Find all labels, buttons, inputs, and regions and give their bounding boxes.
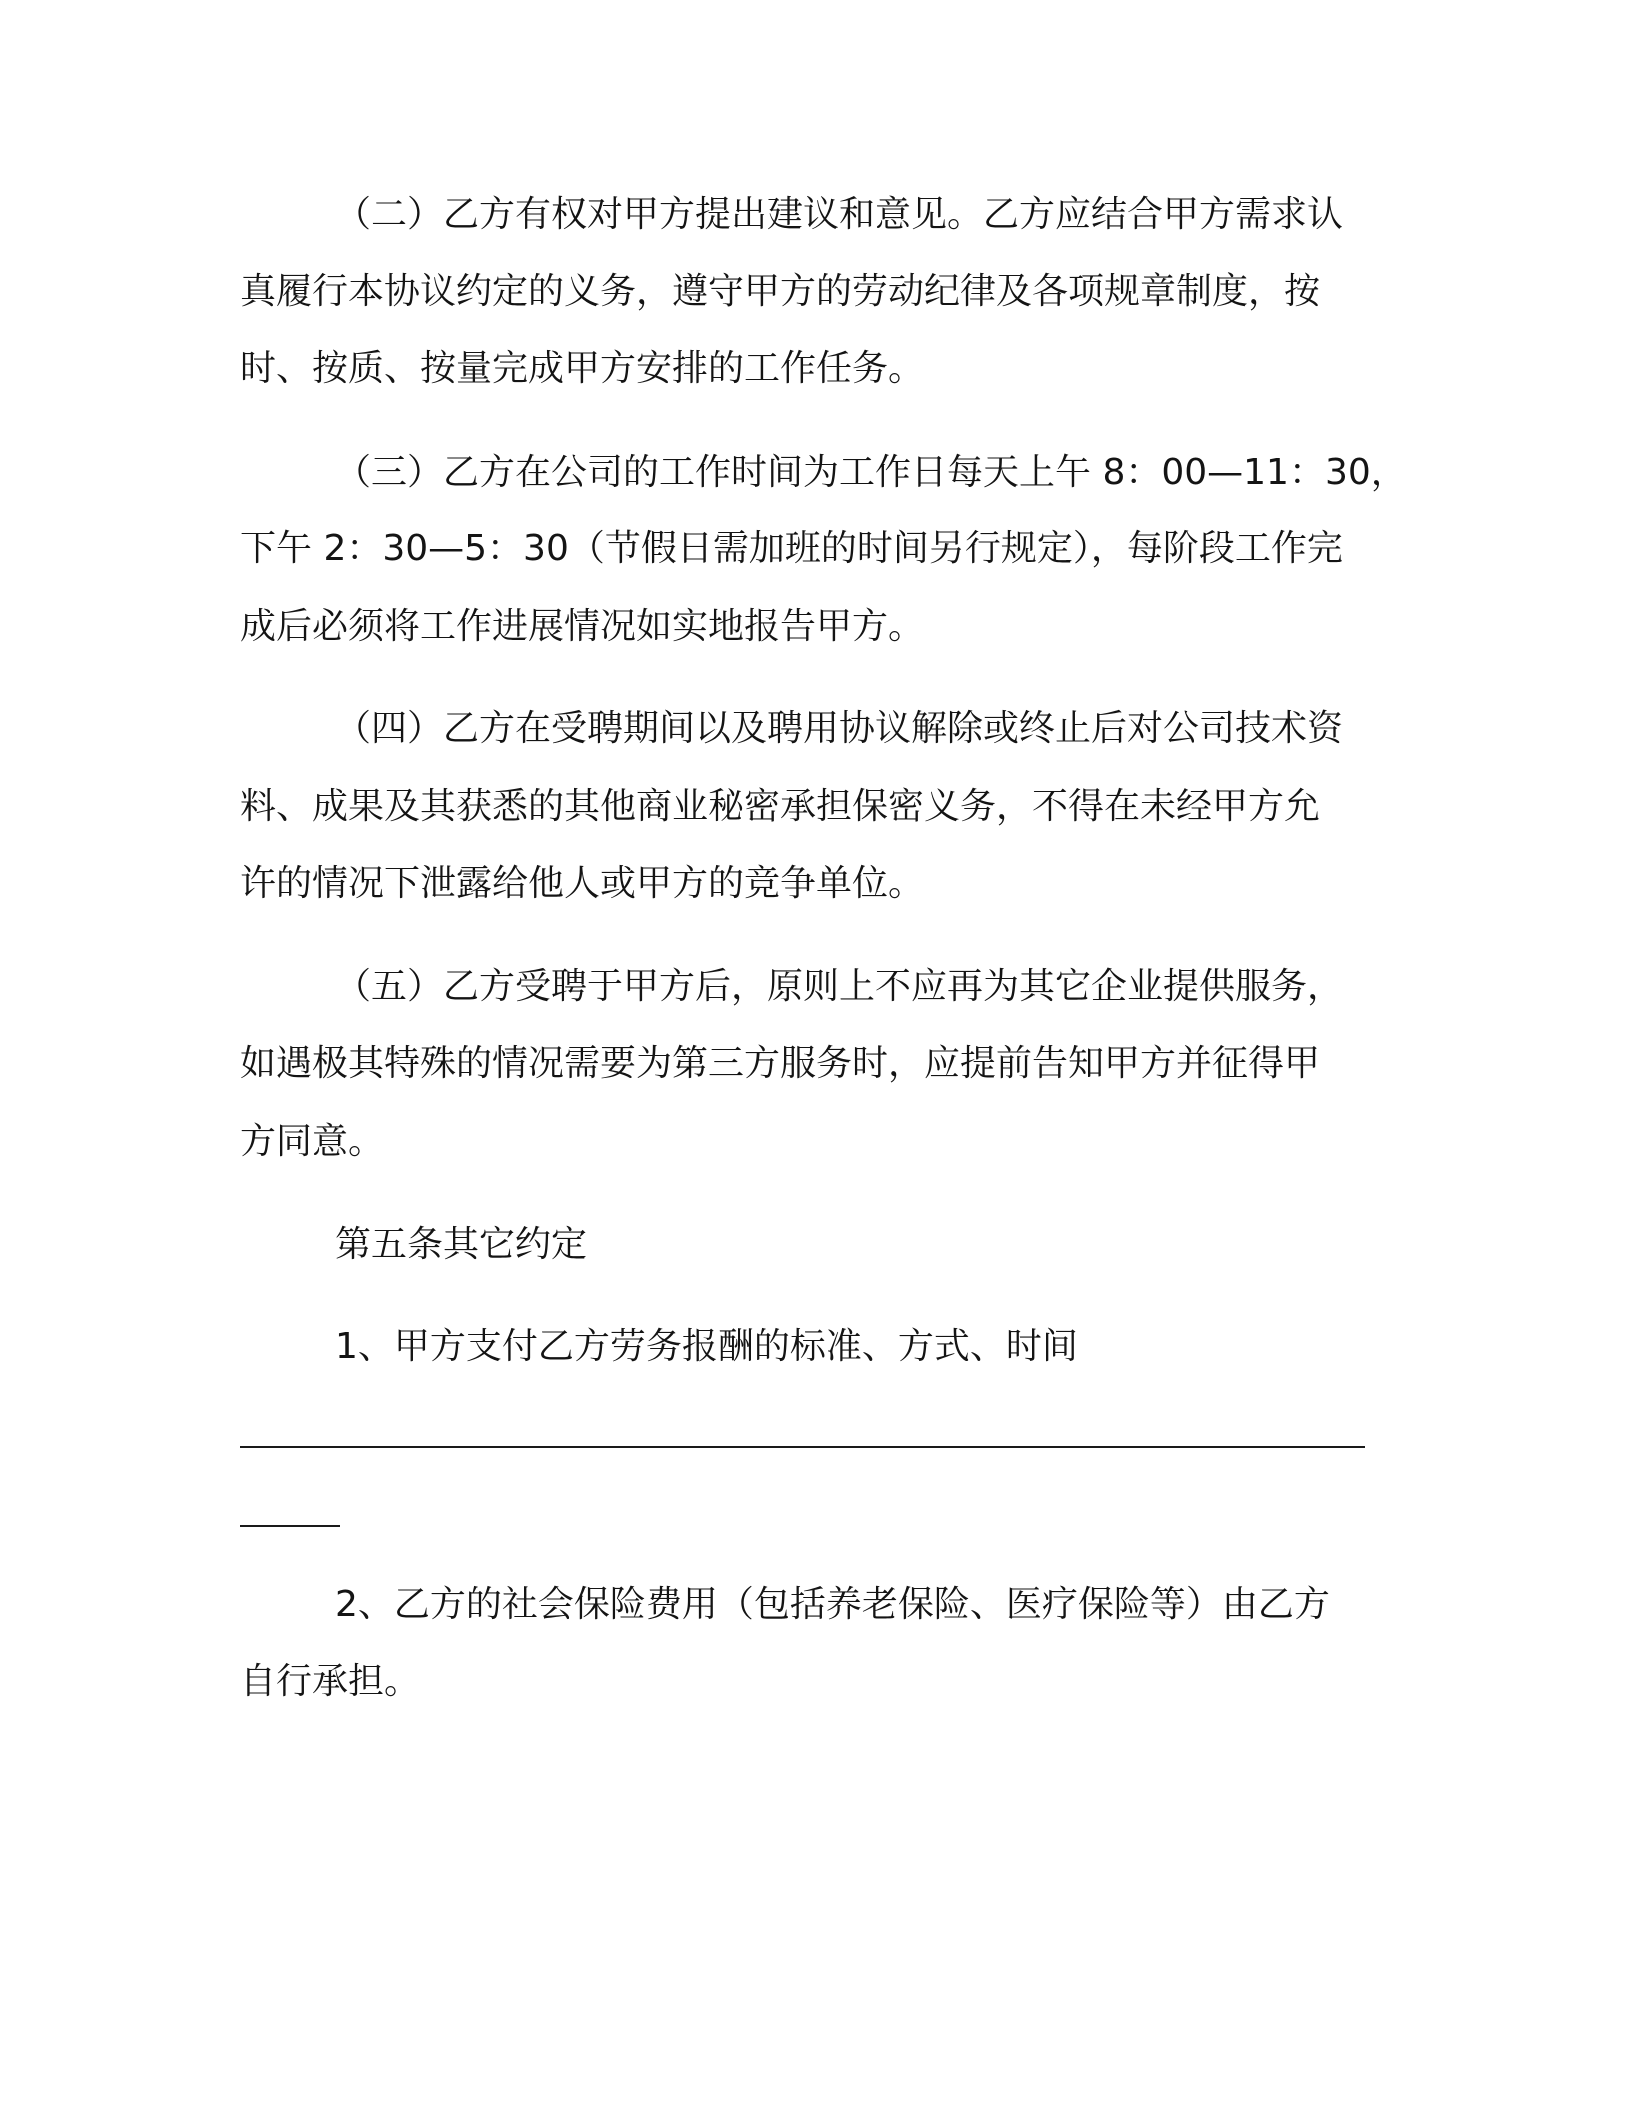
item-1-text: 1、甲方支付乙方劳务报酬的标准、方式、时间 — [335, 1326, 1078, 1367]
fill-in-blank-line-2 — [240, 1525, 340, 1527]
item-2-line-1: 2、乙方的社会保险费用（包括养老保险、医疗保险等）由乙方 — [335, 1584, 1330, 1625]
fill-in-blank-line-1 — [240, 1446, 1365, 1448]
paragraph-5-line-3: 方同意。 — [240, 1121, 385, 1162]
paragraph-3-line-1: （三）乙方在公司的工作时间为工作日每天上午 8：00—11：30， — [335, 452, 1407, 493]
paragraph-4-line-1: （四）乙方在受聘期间以及聘用协议解除或终止后对公司技术资 — [335, 708, 1344, 749]
paragraph-2-line-2: 真履行本协议约定的义务，遵守甲方的劳动纪律及各项规章制度，按 — [240, 271, 1321, 312]
item-2-line-2: 自行承担。 — [240, 1661, 421, 1702]
article-heading: 第五条其它约定 — [335, 1224, 588, 1265]
paragraph-2-line-1: （二）乙方有权对甲方提出建议和意见。乙方应结合甲方需求认 — [335, 194, 1344, 235]
paragraph-3-line-2: 下午 2：30—5：30（节假日需加班的时间另行规定），每阶段工作完 — [240, 528, 1343, 569]
paragraph-4-line-3: 许的情况下泄露给他人或甲方的竞争单位。 — [240, 863, 925, 904]
paragraph-5-line-1: （五）乙方受聘于甲方后，原则上不应再为其它企业提供服务， — [335, 966, 1344, 1007]
paragraph-4-line-2: 料、成果及其获悉的其他商业秘密承担保密义务，不得在未经甲方允 — [240, 786, 1321, 827]
paragraph-3-line-3: 成后必须将工作进展情况如实地报告甲方。 — [240, 606, 925, 647]
paragraph-2-line-3: 时、按质、按量完成甲方安排的工作任务。 — [240, 348, 925, 389]
paragraph-5-line-2: 如遇极其特殊的情况需要为第三方服务时，应提前告知甲方并征得甲 — [240, 1043, 1321, 1084]
